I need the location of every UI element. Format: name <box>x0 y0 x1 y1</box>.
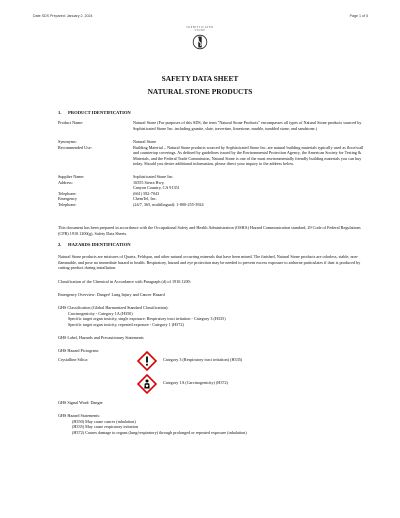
address-line2: Canyon Country, CA 91351 <box>133 185 180 191</box>
logo-line2: STONE <box>194 29 206 33</box>
recommended-use-label: Recommended Use: <box>58 144 92 150</box>
date-prepared: Date SDS Prepared: January 2, 2024 <box>33 14 93 18</box>
supplier-label: Supplier Name: <box>58 174 85 179</box>
hazard-statements-heading: GHS Hazard Statements: <box>58 413 101 418</box>
company-logo <box>180 26 220 51</box>
synonyms-value: Natural Stone <box>133 139 157 144</box>
pictogram2-label: Category 1A (Carcinogenicity) (H372) <box>163 380 229 385</box>
supplier-value: Sophisticated Stone Inc. <box>133 174 174 179</box>
hazards-intro: Natural Stone products are mixtures of Quartz, Feldspar, and other natural occurring minerals that have been mined. The finished, Natural Stone products are odorless, stable, non-flammable, and pose no immediate hazard to health. Respiratory, hazard and eye protection may be needed to prevent excess exposure to airborne particulates if dust is produced by cutting product during installation. <box>58 254 361 271</box>
emergency-overview: Emergency Overview: Danger! Lung Injury and Cancer Hazard <box>58 292 165 297</box>
product-name-label: Product Name: <box>58 120 84 125</box>
pictogram1-label: Category 3 (Respiratory tract irritation) (H335) <box>163 357 243 362</box>
emergency-telephone-value: (24/7, 365, multilingual): 1-800-255-3924 <box>133 202 204 207</box>
osha-note: This document has been prepared in accordance with the Occupational Safety and Health Administration (OSHA) Hazard Communication standard, 29 Code of Federal Regulations (CFR) 1910.1200(g), Safety Data Sheets. <box>58 225 361 236</box>
section1-heading <box>58 110 131 115</box>
ghs-pictogram-heading: GHS Hazard Pictogram: <box>58 348 99 353</box>
classification-text: Classification of the Chemical in Accordance with Paragraph (d) of 1910.1200: <box>58 279 191 284</box>
emergency-label: Emergency <box>58 196 77 202</box>
ghs-label-heading: GHS Label, Hazards and Precautionary Statements <box>58 335 144 340</box>
hazard-statement: (H350) May cause cancer (inhalation) <box>72 418 136 424</box>
exclamation-mark-pictogram-icon <box>137 351 157 371</box>
ghs-item: Specific target organ toxicity, repeated exposure - Category 1 (H372) <box>68 321 184 327</box>
ghs-item: Specific target organ toxicity, single exposure; Respiratory tract irritation - Category 3 (H335) <box>68 316 226 322</box>
document-title: SAFETY DATA SHEET <box>161 74 239 83</box>
document-subtitle: NATURAL STONE PRODUCTS <box>147 87 253 96</box>
product-name-value: Natural Stone (For purposes of this SDS, the term "Natural Stone Products" encompasses all types of Natural Stone products sourced by Sophisticated Stone Inc. including granite, slate, travertine, limestone, marble, tumbled stone, and sandstone.) <box>133 120 362 131</box>
emergency-value: ChemTel, Inc. <box>133 196 157 202</box>
section2-number: 2. <box>58 242 62 247</box>
telephone-label: Telephone: <box>58 190 77 196</box>
section1-number: 1. <box>58 110 62 115</box>
section2-title: HAZARDS IDENTIFICATION <box>68 242 131 247</box>
hazard-statement: (H335) May cause respiratory irritation <box>72 424 139 430</box>
emergency-telephone-label: Telephone: <box>58 202 77 207</box>
telephone-value: (661) 582-7043 <box>133 190 160 196</box>
hazard-statement: (H372) Causes damage to organs (lung/respiratory) through prolonged or repeated exposure (inhalation) <box>72 429 247 435</box>
crystalline-silica-label: Crystalline Silica: <box>58 357 89 362</box>
synonyms-label: Synonyms: <box>58 139 77 144</box>
recommended-use-value: Building Material – Natural Stone products sourced by Sophisticated Stone Inc. are natural building materials typically used as floor/wall and countertop coverings. As defined by guidelines issued by the Environmental Protection Agency, the American Society for Testing & Materials, and the Federal Trade Commission, Natural Stone is one of the most environmentally friendly building materials you can buy today. Should you desire additional information, please direct your inquiry to the address below. <box>133 144 364 167</box>
section2-heading <box>58 242 131 247</box>
section1-title: PRODUCT IDENTIFICATION <box>68 110 131 115</box>
address-line1: 16555 Sierra Hwy, <box>133 179 165 185</box>
logo-emblem-icon <box>192 33 208 51</box>
page-number: Page 1 of 5 <box>349 14 368 18</box>
logo-line1: SOPHISTICATED <box>186 26 214 29</box>
ghs-classification-heading: GHS Classification (Global Harmonized Standard Classification): <box>58 305 169 310</box>
address-label: Address: <box>58 179 73 185</box>
health-hazard-pictogram-icon <box>137 374 157 394</box>
ghs-item: Carcinogenicity - Category 1A (H350) <box>68 310 133 316</box>
ghs-signal-word: GHS Signal Word: Danger <box>58 400 103 405</box>
